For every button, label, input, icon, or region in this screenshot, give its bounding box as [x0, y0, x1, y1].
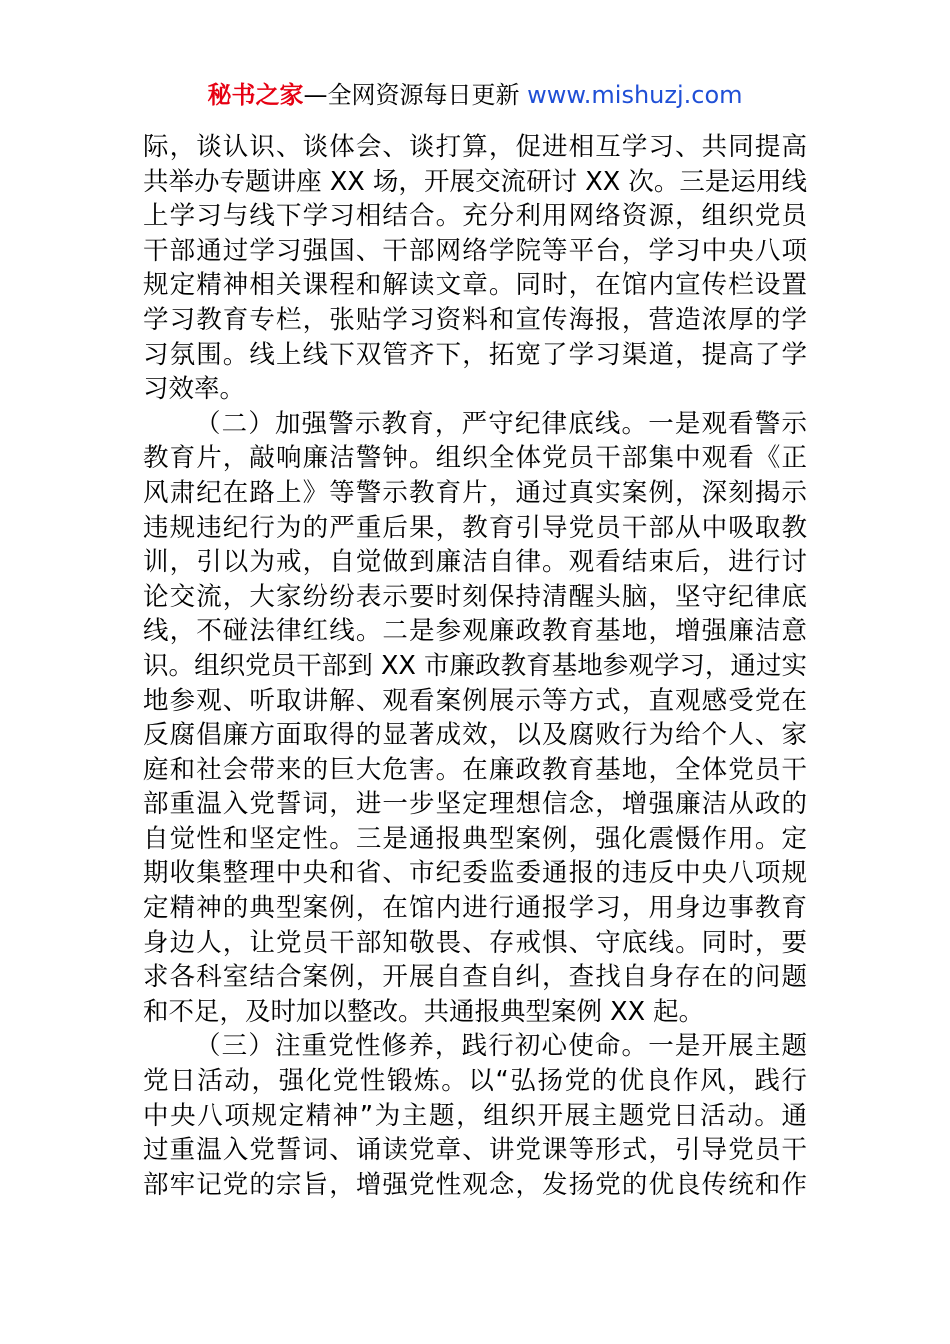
text-line: 识。组织党员干部到 XX 市廉政教育基地参观学习，通过实 — [143, 650, 807, 681]
text-line: 庭和社会带来的巨大危害。在廉政教育基地，全体党员干 — [143, 754, 807, 785]
text-line: 习氛围。线上线下双管齐下，拓宽了学习渠道，提高了学 — [143, 339, 807, 370]
text-line: 自觉性和坚定性。三是通报典型案例，强化震慑作用。定 — [143, 823, 807, 854]
text-line: 上学习与线下学习相结合。充分利用网络资源，组织党员 — [143, 201, 807, 232]
text-line: 际，谈认识、谈体会、谈打算，促进相互学习、共同提高 — [143, 132, 807, 162]
text-line: 教育片，敲响廉洁警钟。组织全体党员干部集中观看《正 — [143, 443, 807, 474]
text-line: （三）注重党性修养，践行初心使命。一是开展主题 — [195, 1031, 807, 1062]
text-line: 线，不碰法律红线。二是参观廉政教育基地，增强廉洁意 — [143, 616, 807, 647]
text-line: （二）加强警示教育，严守纪律底线。一是观看警示 — [195, 408, 807, 439]
text-line: 训，引以为戒，自觉做到廉洁自律。观看结束后，进行讨 — [143, 547, 807, 578]
text-line: 违规违纪行为的严重后果，教育引导党员干部从中吸取教 — [143, 512, 807, 543]
text-line: 部重温入党誓词，进一步坚定理想信念，增强廉洁从政的 — [143, 789, 807, 820]
text-line: 共举办专题讲座 XX 场，开展交流研讨 XX 次。三是运用线 — [143, 166, 807, 197]
text-line: 干部通过学习强国、干部网络学院等平台，学习中央八项 — [143, 235, 807, 266]
text-line: 地参观、听取讲解、观看案例展示等方式，直观感受党在 — [143, 685, 807, 716]
text-line: 定精神的典型案例，在馆内进行通报学习，用身边事教育 — [143, 893, 807, 924]
text-line: 过重温入党誓词、诵读党章、讲党课等形式，引导党员干 — [143, 1135, 807, 1166]
text-line: 党日活动，强化党性锻炼。以“弘扬党的优良作风，践行 — [143, 1066, 807, 1097]
text-line: 和不足，及时加以整改。共通报典型案例 XX 起。 — [143, 996, 705, 1027]
document-body — [143, 130, 807, 1202]
brand-name: 秘书之家 — [207, 81, 304, 109]
text-line: 身边人，让党员干部知敬畏、存戒惧、守底线。同时，要 — [143, 927, 807, 958]
text-line: 规定精神相关课程和解读文章。同时，在馆内宣传栏设置 — [143, 270, 807, 301]
header-tagline: —全网资源每日更新 — [303, 81, 528, 109]
text-line: 中央八项规定精神”为主题，组织开展主题党日活动。通 — [143, 1100, 807, 1131]
site-header — [0, 78, 950, 112]
text-line: 习效率。 — [143, 374, 246, 405]
text-line: 风肃纪在路上》等警示教育片，通过真实案例，深刻揭示 — [143, 477, 807, 508]
text-line: 论交流，大家纷纷表示要时刻保持清醒头脑，坚守纪律底 — [143, 581, 807, 612]
text-line: 学习教育专栏，张贴学习资料和宣传海报，营造浓厚的学 — [143, 304, 807, 335]
text-line: 部牢记党的宗旨，增强党性观念，发扬党的优良传统和作 — [143, 1169, 807, 1200]
text-line: 求各科室结合案例，开展自查自纠，查找自身存在的问题 — [143, 962, 807, 993]
text-line: 期收集整理中央和省、市纪委监委通报的违反中央八项规 — [143, 858, 807, 889]
text-line: 反腐倡廉方面取得的显著成效，以及腐败行为给个人、家 — [143, 720, 807, 751]
site-url-link[interactable]: www.mishuzj.com — [527, 81, 743, 109]
